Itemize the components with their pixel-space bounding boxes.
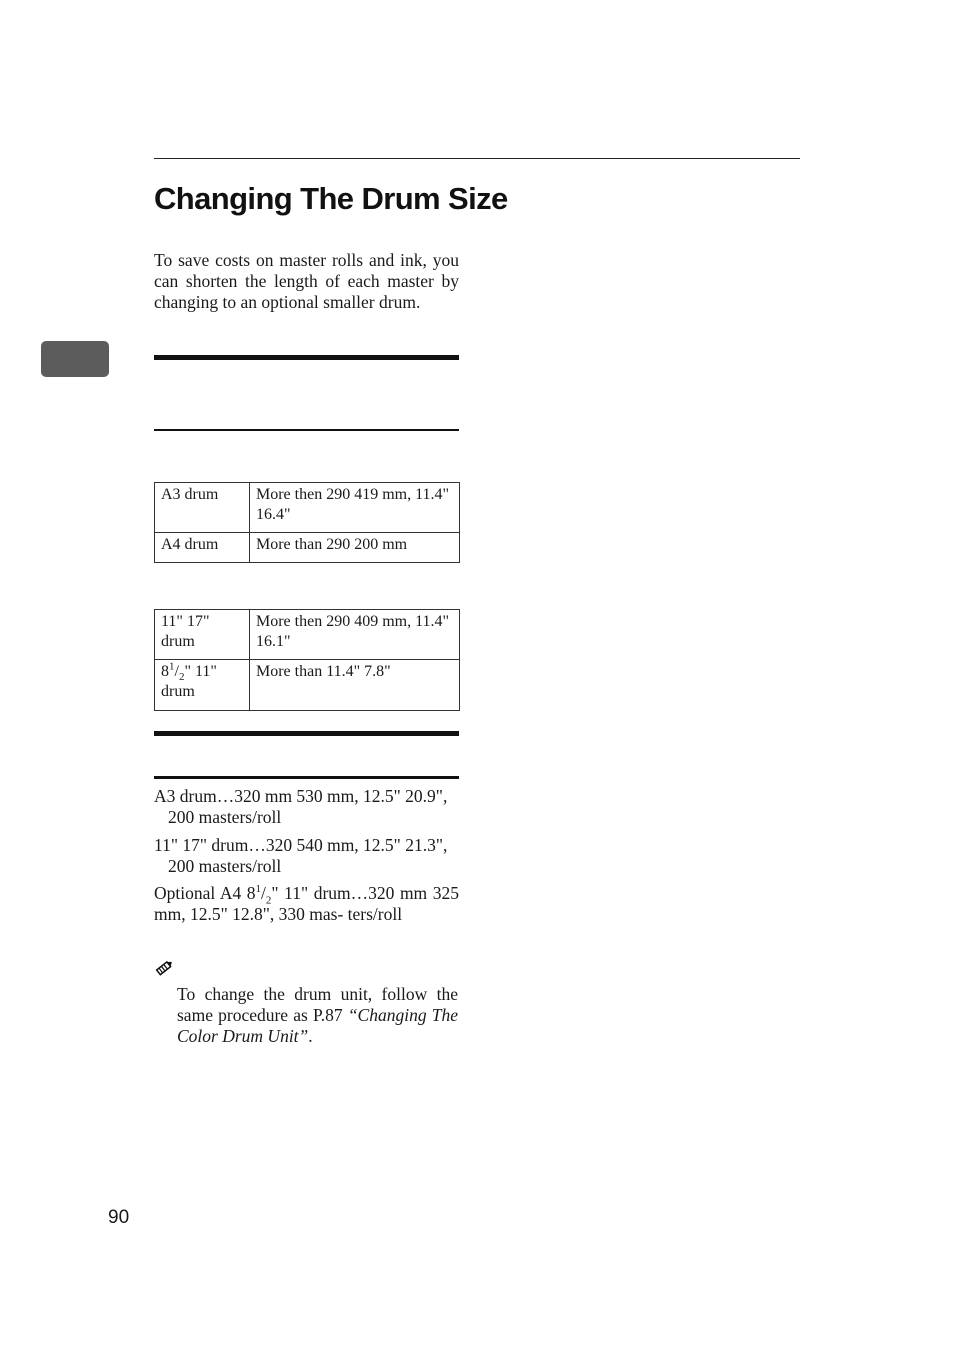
size-cell: More then 290 419 mm, 11.4" 16.4" bbox=[250, 483, 460, 533]
drum-cell: 11" 17" drum bbox=[155, 610, 250, 660]
table-row bbox=[155, 610, 460, 660]
size-cell: More than 11.4" 7.8" bbox=[250, 660, 460, 711]
master-roll-item: Optional A4 $8^1/_2$" 11" drum…320 mm 325 mm, 12.5" 12.8", 330 mas- ters/roll bbox=[154, 883, 459, 924]
section-rule-drum-length bbox=[154, 355, 459, 360]
table-row bbox=[155, 483, 460, 533]
master-roll-item: A3 drum…320 mm 530 mm, 12.5" 20.9", 200 masters/roll bbox=[154, 786, 448, 827]
drum-cell: $8^1/_2$" 11" drum bbox=[155, 660, 250, 711]
subsection-rule bbox=[154, 776, 459, 779]
header-rule bbox=[154, 158, 800, 159]
inch-drum-table bbox=[154, 609, 460, 711]
table-row bbox=[155, 533, 460, 563]
section-rule-master-rolls bbox=[154, 731, 459, 736]
table-row bbox=[155, 660, 460, 711]
chapter-tab bbox=[41, 341, 109, 377]
drum-cell: A4 drum bbox=[155, 533, 250, 563]
metric-drum-table bbox=[154, 482, 460, 563]
page-title: Changing The Drum Size bbox=[154, 181, 508, 216]
drum-cell: A3 drum bbox=[155, 483, 250, 533]
subsection-rule bbox=[154, 429, 459, 431]
note-text: To change the drum unit, follow the same procedure as P.87 “Changing The Color Drum Unit”. bbox=[177, 984, 458, 1046]
size-cell: More then 290 409 mm, 11.4" 16.1" bbox=[250, 610, 460, 660]
size-cell: More than 290 200 mm bbox=[250, 533, 460, 563]
master-roll-item: 11" 17" drum…320 540 mm, 12.5" 21.3", 200 masters/roll bbox=[154, 835, 448, 876]
intro-paragraph: To save costs on master rolls and ink, you can shorten the length of each master by changing to an optional smaller drum. bbox=[154, 250, 459, 312]
pencil-note-icon bbox=[154, 959, 174, 977]
page-number: 90 bbox=[108, 1207, 130, 1228]
